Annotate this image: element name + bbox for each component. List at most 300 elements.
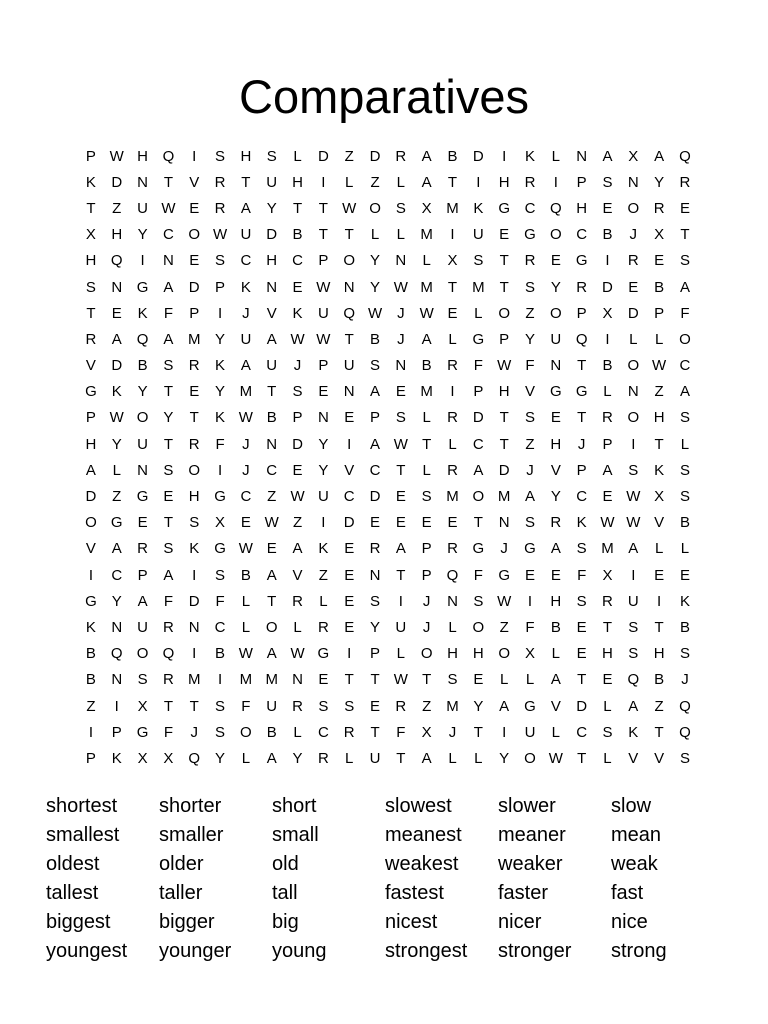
grid-letter[interactable]: Q (162, 147, 175, 165)
grid-letter[interactable]: R (679, 173, 691, 191)
grid-letter[interactable]: X (163, 749, 174, 767)
grid-letter[interactable]: H (292, 173, 303, 191)
grid-letter[interactable]: M (420, 383, 433, 401)
grid-letter[interactable]: T (654, 618, 664, 636)
grid-letter[interactable]: S (628, 461, 639, 479)
grid-letter[interactable]: L (345, 173, 354, 191)
grid-letter[interactable]: E (344, 592, 355, 610)
grid-letter[interactable]: O (627, 199, 640, 217)
grid-letter[interactable]: E (679, 199, 690, 217)
grid-letter[interactable]: E (292, 278, 303, 296)
grid-letter[interactable]: M (187, 330, 201, 348)
grid-letter[interactable]: Y (111, 592, 122, 610)
grid-letter[interactable]: N (395, 357, 407, 375)
grid-letter[interactable]: D (317, 147, 329, 165)
grid-letter[interactable]: H (266, 252, 278, 270)
grid-letter[interactable]: A (499, 697, 510, 715)
grid-letter[interactable]: T (499, 252, 509, 270)
grid-letter[interactable]: W (367, 304, 383, 322)
grid-letter[interactable]: U (266, 173, 278, 191)
grid-letter[interactable]: E (344, 618, 355, 636)
grid-letter[interactable]: X (524, 645, 535, 663)
grid-letter[interactable]: K (318, 540, 329, 558)
grid-letter[interactable]: T (344, 226, 354, 244)
grid-letter[interactable]: L (396, 173, 406, 191)
grid-letter[interactable]: Q (162, 645, 175, 663)
grid-letter[interactable]: U (627, 592, 639, 610)
grid-letter[interactable]: C (369, 461, 381, 479)
grid-letter[interactable]: L (422, 461, 431, 479)
grid-letter[interactable]: B (292, 226, 303, 244)
grid-letter[interactable]: U (266, 697, 278, 715)
grid-letter[interactable]: S (679, 488, 690, 506)
grid-letter[interactable]: L (448, 330, 457, 348)
grid-letter[interactable]: Y (137, 226, 148, 244)
grid-letter[interactable]: F (525, 357, 535, 375)
grid-letter[interactable]: Y (499, 749, 510, 767)
grid-letter[interactable]: E (370, 697, 381, 715)
grid-letter[interactable]: O (627, 357, 640, 375)
grid-letter[interactable]: I (88, 723, 93, 741)
grid-letter[interactable]: R (85, 330, 97, 348)
grid-letter[interactable]: I (631, 566, 636, 584)
grid-letter[interactable]: M (239, 671, 253, 689)
grid-letter[interactable]: L (396, 645, 406, 663)
grid-letter[interactable]: N (317, 409, 329, 427)
grid-letter[interactable]: Z (370, 173, 380, 191)
grid-letter[interactable]: Y (215, 749, 226, 767)
grid-letter[interactable]: C (343, 488, 355, 506)
grid-letter[interactable]: I (450, 226, 455, 244)
grid-letter[interactable]: M (265, 671, 278, 689)
grid-letter[interactable]: K (679, 592, 690, 610)
grid-letter[interactable]: Z (112, 488, 122, 506)
grid-letter[interactable]: H (85, 252, 97, 270)
grid-letter[interactable]: L (448, 435, 457, 453)
grid-letter[interactable]: V (628, 749, 639, 767)
grid-letter[interactable]: F (396, 723, 406, 741)
grid-letter[interactable]: L (603, 383, 612, 401)
grid-letter[interactable]: E (447, 304, 458, 322)
grid-letter[interactable]: T (396, 749, 406, 767)
grid-letter[interactable]: T (577, 749, 587, 767)
grid-letter[interactable]: E (628, 278, 639, 296)
grid-letter[interactable]: W (212, 226, 228, 244)
grid-letter[interactable]: E (499, 226, 510, 244)
grid-letter[interactable]: C (576, 723, 588, 741)
grid-letter[interactable]: B (679, 514, 690, 532)
grid-letter[interactable]: K (111, 383, 122, 401)
grid-letter[interactable]: W (393, 671, 408, 689)
grid-letter[interactable]: O (549, 226, 562, 244)
grid-letter[interactable]: R (292, 592, 303, 610)
grid-letter[interactable]: G (214, 488, 226, 506)
grid-letter[interactable]: E (189, 383, 200, 401)
grid-letter[interactable]: U (137, 199, 148, 217)
grid-letter[interactable]: R (447, 461, 458, 479)
grid-letter[interactable]: F (577, 566, 587, 584)
grid-letter[interactable]: E (602, 199, 613, 217)
grid-letter[interactable]: P (137, 566, 148, 584)
grid-letter[interactable]: C (292, 252, 303, 270)
grid-letter[interactable]: D (111, 173, 123, 191)
grid-letter[interactable]: N (576, 147, 588, 165)
grid-letter[interactable]: E (576, 618, 587, 636)
grid-letter[interactable]: W (548, 749, 563, 767)
grid-letter[interactable]: L (112, 461, 121, 479)
grid-letter[interactable]: I (605, 330, 610, 348)
grid-letter[interactable]: X (628, 147, 639, 165)
grid-letter[interactable]: B (602, 226, 613, 244)
grid-letter[interactable]: I (217, 461, 223, 479)
grid-letter[interactable]: T (577, 409, 587, 427)
grid-letter[interactable]: O (85, 514, 97, 532)
grid-letter[interactable]: Z (654, 383, 664, 401)
grid-letter[interactable]: S (524, 278, 535, 296)
letter-grid[interactable] (78, 143, 698, 772)
grid-letter[interactable]: F (163, 592, 173, 610)
grid-letter[interactable]: C (317, 723, 329, 741)
grid-letter[interactable]: N (137, 173, 148, 191)
grid-letter[interactable]: N (162, 252, 174, 270)
grid-letter[interactable]: O (240, 723, 252, 741)
grid-letter[interactable]: B (266, 723, 277, 741)
grid-letter[interactable]: E (576, 645, 587, 663)
grid-letter[interactable]: E (266, 540, 277, 558)
grid-letter[interactable]: T (318, 199, 328, 217)
grid-letter[interactable]: V (654, 749, 665, 767)
grid-letter[interactable]: Y (550, 278, 561, 296)
grid-letter[interactable]: S (679, 409, 690, 427)
grid-letter[interactable]: A (163, 330, 174, 348)
grid-letter[interactable]: G (472, 540, 485, 558)
grid-letter[interactable]: H (653, 409, 665, 427)
grid-letter[interactable]: L (241, 592, 251, 610)
grid-letter[interactable]: N (627, 383, 639, 401)
grid-letter[interactable]: H (240, 147, 252, 165)
grid-letter[interactable]: I (192, 147, 197, 165)
grid-letter[interactable]: W (600, 514, 615, 532)
grid-letter[interactable]: T (396, 461, 406, 479)
grid-letter[interactable]: D (188, 592, 200, 610)
grid-letter[interactable]: C (111, 566, 123, 584)
grid-letter[interactable]: N (369, 566, 381, 584)
grid-letter[interactable]: R (369, 540, 381, 558)
grid-letter[interactable]: A (266, 749, 277, 767)
grid-letter[interactable]: S (395, 199, 406, 217)
grid-letter[interactable]: O (188, 461, 201, 479)
grid-letter[interactable]: F (163, 304, 173, 322)
grid-letter[interactable]: P (421, 540, 432, 558)
grid-letter[interactable]: T (577, 671, 587, 689)
grid-letter[interactable]: F (215, 435, 225, 453)
grid-letter[interactable]: Q (679, 723, 691, 741)
grid-letter[interactable]: G (524, 697, 536, 715)
grid-letter[interactable]: A (266, 330, 277, 348)
grid-letter[interactable]: S (524, 514, 535, 532)
grid-letter[interactable]: Y (215, 383, 226, 401)
grid-letter[interactable]: R (137, 540, 148, 558)
grid-letter[interactable]: B (602, 357, 613, 375)
grid-letter[interactable]: I (605, 252, 610, 270)
grid-letter[interactable]: X (421, 199, 432, 217)
grid-letter[interactable]: L (241, 618, 251, 636)
grid-letter[interactable]: D (576, 697, 588, 715)
grid-letter[interactable]: S (370, 357, 381, 375)
grid-letter[interactable]: C (576, 226, 588, 244)
grid-letter[interactable]: F (473, 566, 483, 584)
grid-letter[interactable]: T (370, 671, 380, 689)
grid-letter[interactable]: Q (446, 566, 459, 584)
grid-letter[interactable]: N (498, 514, 510, 532)
grid-letter[interactable]: N (395, 252, 407, 270)
grid-letter[interactable]: V (344, 461, 355, 479)
grid-letter[interactable]: R (395, 697, 407, 715)
grid-letter[interactable]: W (316, 330, 331, 348)
grid-letter[interactable]: Q (575, 330, 588, 348)
grid-letter[interactable]: A (370, 435, 381, 453)
grid-letter[interactable]: L (551, 147, 560, 165)
grid-letter[interactable]: D (498, 461, 510, 479)
grid-letter[interactable]: Y (370, 278, 381, 296)
grid-letter[interactable]: T (654, 723, 664, 741)
grid-letter[interactable]: W (393, 278, 408, 296)
grid-letter[interactable]: L (241, 749, 251, 767)
grid-letter[interactable]: N (447, 592, 458, 610)
grid-letter[interactable]: H (498, 173, 510, 191)
grid-letter[interactable]: D (602, 278, 613, 296)
grid-letter[interactable]: U (137, 435, 148, 453)
grid-letter[interactable]: D (627, 304, 639, 322)
grid-letter[interactable]: S (395, 409, 406, 427)
grid-letter[interactable]: B (654, 278, 665, 296)
grid-letter[interactable]: C (240, 252, 252, 270)
grid-letter[interactable]: A (602, 147, 613, 165)
grid-letter[interactable]: D (369, 147, 381, 165)
grid-letter[interactable]: Z (525, 304, 535, 322)
grid-letter[interactable]: Y (163, 409, 174, 427)
grid-letter[interactable]: Q (679, 697, 691, 715)
grid-letter[interactable]: V (654, 514, 665, 532)
grid-letter[interactable]: Y (292, 749, 303, 767)
grid-letter[interactable]: R (602, 409, 613, 427)
grid-letter[interactable]: M (446, 199, 459, 217)
grid-letter[interactable]: L (293, 618, 302, 636)
grid-letter[interactable]: O (627, 409, 640, 427)
grid-letter[interactable]: U (240, 330, 252, 348)
grid-letter[interactable]: K (240, 278, 251, 296)
grid-letter[interactable]: J (500, 540, 508, 558)
grid-letter[interactable]: S (628, 645, 639, 663)
grid-letter[interactable]: M (239, 383, 253, 401)
grid-letter[interactable]: K (111, 749, 122, 767)
grid-letter[interactable]: T (189, 409, 199, 427)
grid-letter[interactable]: B (85, 671, 96, 689)
grid-letter[interactable]: C (162, 226, 174, 244)
grid-letter[interactable]: E (318, 671, 329, 689)
grid-letter[interactable]: S (215, 697, 226, 715)
grid-letter[interactable]: L (422, 252, 431, 270)
grid-letter[interactable]: M (446, 488, 459, 506)
grid-letter[interactable]: P (111, 723, 122, 741)
grid-letter[interactable]: R (188, 435, 200, 453)
grid-letter[interactable]: L (474, 749, 483, 767)
grid-letter[interactable]: N (627, 173, 639, 191)
grid-letter[interactable]: U (395, 618, 407, 636)
grid-letter[interactable]: H (111, 226, 123, 244)
grid-letter[interactable]: O (265, 618, 278, 636)
grid-letter[interactable]: S (370, 592, 381, 610)
grid-letter[interactable]: I (321, 173, 326, 191)
grid-letter[interactable]: T (396, 566, 406, 584)
grid-letter[interactable]: G (524, 540, 536, 558)
grid-letter[interactable]: Y (266, 199, 277, 217)
grid-letter[interactable]: D (343, 514, 355, 532)
grid-letter[interactable]: I (347, 435, 352, 453)
grid-letter[interactable]: U (137, 618, 148, 636)
grid-letter[interactable]: D (111, 357, 123, 375)
grid-letter[interactable]: W (626, 488, 641, 506)
grid-letter[interactable]: A (421, 330, 432, 348)
grid-letter[interactable]: B (447, 147, 458, 165)
grid-letter[interactable]: C (472, 435, 484, 453)
grid-letter[interactable]: O (524, 749, 536, 767)
grid-letter[interactable]: H (137, 147, 148, 165)
grid-letter[interactable]: G (317, 645, 330, 663)
grid-letter[interactable]: J (422, 592, 431, 610)
grid-letter[interactable]: W (652, 357, 667, 375)
grid-letter[interactable]: A (679, 383, 690, 401)
grid-letter[interactable]: C (266, 461, 278, 479)
grid-letter[interactable]: W (419, 304, 434, 322)
grid-letter[interactable]: T (267, 383, 277, 401)
grid-letter[interactable]: D (188, 278, 200, 296)
grid-letter[interactable]: I (502, 147, 507, 165)
grid-letter[interactable]: W (264, 514, 279, 532)
grid-letter[interactable]: M (187, 671, 201, 689)
grid-letter[interactable]: O (472, 488, 485, 506)
grid-letter[interactable]: T (344, 671, 354, 689)
grid-letter[interactable]: T (422, 671, 432, 689)
grid-letter[interactable]: P (318, 252, 329, 270)
grid-letter[interactable]: Z (112, 199, 122, 217)
grid-letter[interactable]: Q (188, 749, 201, 767)
grid-letter[interactable]: T (447, 173, 458, 191)
grid-letter[interactable]: S (473, 592, 484, 610)
grid-letter[interactable]: U (369, 749, 381, 767)
grid-letter[interactable]: H (472, 645, 484, 663)
grid-letter[interactable]: O (369, 199, 381, 217)
grid-letter[interactable]: D (266, 226, 278, 244)
grid-letter[interactable]: L (525, 671, 535, 689)
grid-letter[interactable]: C (214, 618, 226, 636)
grid-letter[interactable]: G (136, 278, 149, 296)
grid-letter[interactable]: O (188, 226, 201, 244)
grid-letter[interactable]: J (397, 304, 405, 322)
grid-letter[interactable]: W (290, 330, 305, 348)
grid-letter[interactable]: P (292, 409, 303, 427)
grid-letter[interactable]: Q (627, 671, 640, 689)
grid-letter[interactable]: Y (370, 252, 381, 270)
grid-letter[interactable]: L (499, 671, 509, 689)
grid-letter[interactable]: S (318, 697, 329, 715)
grid-letter[interactable]: R (395, 147, 407, 165)
grid-letter[interactable]: N (292, 671, 303, 689)
grid-letter[interactable]: X (421, 723, 432, 741)
grid-letter[interactable]: W (497, 592, 512, 610)
grid-letter[interactable]: G (575, 252, 588, 270)
grid-letter[interactable]: R (602, 592, 613, 610)
grid-letter[interactable]: O (420, 645, 433, 663)
grid-letter[interactable]: T (473, 514, 483, 532)
grid-letter[interactable]: B (266, 409, 277, 427)
grid-letter[interactable]: E (395, 514, 406, 532)
grid-letter[interactable]: A (266, 566, 277, 584)
grid-letter[interactable]: L (629, 330, 638, 348)
grid-letter[interactable]: S (679, 252, 690, 270)
grid-letter[interactable]: I (450, 383, 455, 401)
grid-letter[interactable]: N (343, 278, 355, 296)
grid-letter[interactable]: F (473, 357, 483, 375)
grid-letter[interactable]: L (603, 749, 612, 767)
grid-letter[interactable]: H (602, 645, 613, 663)
grid-letter[interactable]: Z (86, 697, 96, 715)
grid-letter[interactable]: R (162, 671, 174, 689)
grid-letter[interactable]: O (549, 304, 562, 322)
grid-letter[interactable]: I (140, 252, 145, 270)
grid-letter[interactable]: W (393, 435, 408, 453)
grid-letter[interactable]: W (342, 199, 357, 217)
grid-letter[interactable]: E (550, 409, 561, 427)
grid-letter[interactable]: E (654, 566, 665, 584)
grid-letter[interactable]: S (679, 645, 690, 663)
grid-letter[interactable]: W (161, 199, 176, 217)
grid-letter[interactable]: L (293, 147, 302, 165)
grid-letter[interactable]: U (343, 357, 355, 375)
grid-letter[interactable]: P (421, 566, 432, 584)
grid-letter[interactable]: K (292, 304, 303, 322)
grid-letter[interactable]: Y (654, 173, 665, 191)
grid-letter[interactable]: I (88, 566, 93, 584)
grid-letter[interactable]: W (109, 147, 124, 165)
grid-letter[interactable]: E (344, 540, 355, 558)
grid-letter[interactable]: T (577, 357, 587, 375)
grid-letter[interactable]: A (240, 357, 251, 375)
grid-letter[interactable]: S (421, 488, 432, 506)
grid-letter[interactable]: R (576, 278, 588, 296)
grid-letter[interactable]: G (498, 566, 510, 584)
grid-letter[interactable]: E (473, 671, 484, 689)
grid-letter[interactable]: F (680, 304, 690, 322)
grid-letter[interactable]: E (447, 514, 458, 532)
grid-letter[interactable]: R (653, 199, 665, 217)
grid-letter[interactable]: W (316, 278, 331, 296)
grid-letter[interactable]: L (654, 540, 664, 558)
grid-letter[interactable]: T (473, 723, 483, 741)
grid-letter[interactable]: B (550, 618, 561, 636)
grid-letter[interactable]: R (317, 749, 329, 767)
grid-letter[interactable]: N (111, 278, 123, 296)
grid-letter[interactable]: T (163, 383, 173, 401)
grid-letter[interactable]: Y (111, 435, 122, 453)
grid-letter[interactable]: E (602, 488, 613, 506)
grid-letter[interactable]: Z (344, 147, 354, 165)
grid-letter[interactable]: T (447, 278, 458, 296)
grid-letter[interactable]: R (188, 357, 200, 375)
grid-letter[interactable]: S (85, 278, 96, 296)
grid-letter[interactable]: G (214, 540, 226, 558)
grid-letter[interactable]: A (602, 461, 613, 479)
